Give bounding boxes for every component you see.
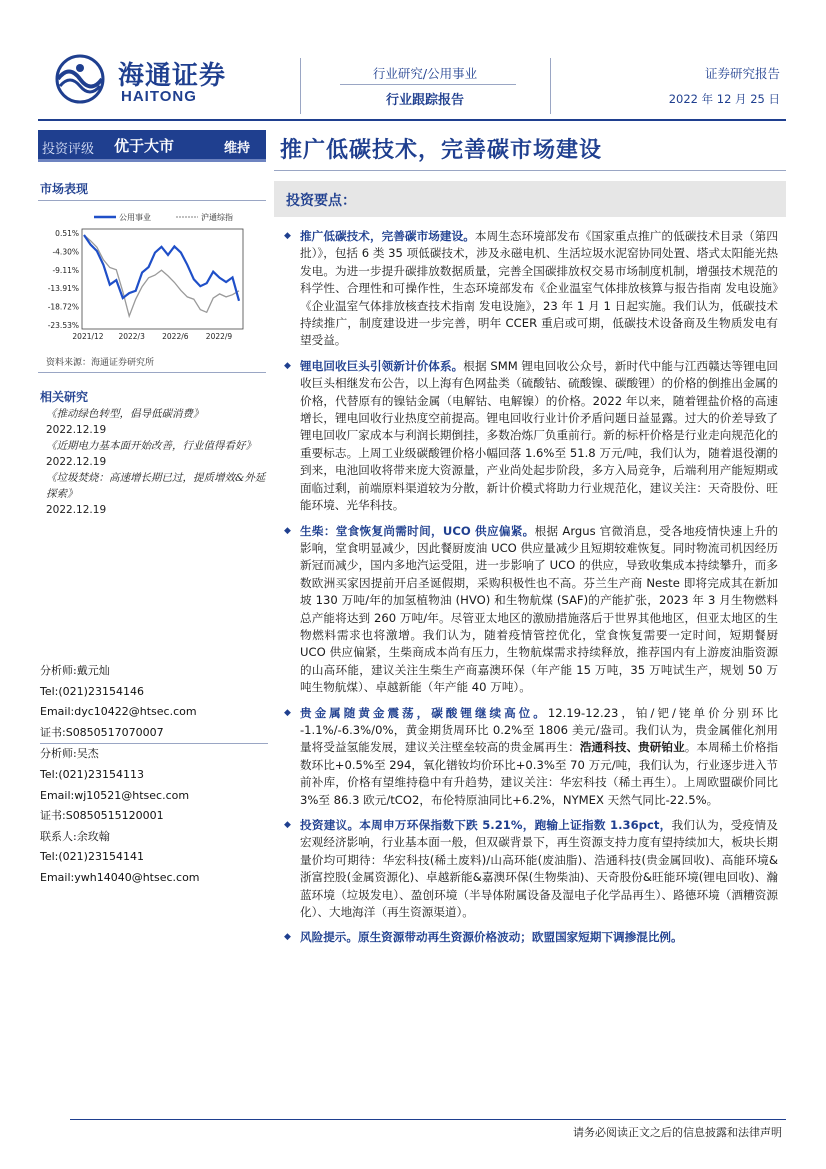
x-tick-label: 2021/12 [72, 332, 104, 341]
analyst-tel: Tel:(021)23154146 [40, 684, 144, 698]
x-tick-label: 2022/6 [162, 332, 189, 341]
rating-banner [38, 130, 266, 162]
report-body [284, 228, 778, 955]
analyst-email[interactable]: Email:dyc10422@htsec.com [40, 705, 197, 719]
report-date: 2022 年 12 月 25 日 [668, 92, 780, 106]
key-point-text: 我们认为，受疫情及宏观经济影响，行业基本面一般，但双碳背景下，再生资源支持力度有望持续加大，板块长期量价均可期待：华宏科技(稀土废料)/山高环能(废油脂)、浩通科技(贵金属回收)、高能环境&浙富控股(金属资源化)、卓越新能&嘉澳环保(生物柴油)、天奇股份&旺能环境(锂电回收)、瀚蓝环境（垃圾发电）、盈创环境（半导体附属设备及湿电子化学品再生）、路德环境（酒糟资源化）、大地海洋（再生资源渠道）。 [300, 818, 778, 920]
header-divider-right [550, 58, 551, 114]
key-points-heading-bar [274, 181, 786, 217]
analyst-tel: Tel:(021)23154113 [40, 767, 144, 781]
research-title: 《推动绿色转型，倡导低碳消费》 [46, 408, 204, 420]
report-category: 行业研究/公用事业 [372, 66, 478, 81]
key-point-text: 根据 SMM 锂电回收公众号，新时代中能与江西赣达等锂电回收巨头相继发布公告，以上海有色网盐类（硫酸钴、硫酸镍、碳酸锂）的价格的倒推出金属的价格，代替原有的镍钴金属（电解钴、电解镍）的价格。2022 年以来，随着锂盐价格的高速增长，锂电回收行业热度空前提高。锂电回收行业计价矛盾问题日益显露。过大的价差导致了锂电回收厂家成本与利润长期倒挂，多数冶炼厂负重前行。新的标杆价格是行业走向规范化的重要标志。上周工业级碳酸锂价格小幅回落 1.6%至 51.8 万元/吨，我们认为，随着退役潮的到来，电池回收将带来庞大资源量，产业尚处起步阶段，多方入局竞争，后端利用产能短期或面临过剩，前端原料渠道较为分散，新计价模式将助力行业规范化，建议关注：天奇股份、旺能环境、光华科技。 [300, 358, 778, 513]
key-points-heading: 投资要点： [286, 193, 356, 209]
footer-disclaimer: 请务必阅读正文之后的信息披露和法律声明 [573, 1126, 782, 1139]
analyst-name: 分析师:戴元灿 [40, 664, 110, 677]
header-mid-divider [340, 84, 516, 85]
report-title: 推广低碳技术，完善碳市场建设 [280, 138, 603, 163]
chart-source: 资料来源：海通证券研究所 [46, 358, 155, 368]
x-tick-label: 2022/9 [205, 332, 233, 341]
y-tick-label: -23.53% [47, 321, 79, 330]
analyst-name: 分析师:吴杰 [40, 747, 99, 761]
key-point-text: 本周生态环境部发布《国家重点推广的低碳技术目录（第四批）》，包括 6 类 35 项低碳技术，涉及永磁电机、生活垃圾水泥窑协同处置、塔式太阳能光热发电。为进一步提升碳排放数据质量，完善全国碳排放权交易市场制度机制，增强技术规范的科学性、合理性和可操作性，生态环境部发布《企业温室气体排放核算与报告指南 发电设施》《企业温室气体排放核查技术指南 发电设施》，23 年 1 月 1 日起实施。我们认为，低碳技术持续推广，制度建设进一步完善，明年 CCER 重启或可期，低碳技术设备商及生物质发电有望受益。 [300, 229, 778, 348]
analyst-email[interactable]: Email:ywh14040@htsec.com [40, 870, 200, 884]
header-rule [38, 119, 786, 121]
key-point [284, 358, 778, 515]
analyst-cert: 证书:S0850517070007 [40, 725, 164, 739]
key-point [284, 228, 778, 350]
haitong-logo-icon [46, 54, 114, 104]
analyst-email[interactable]: Email:wj10521@htsec.com [40, 788, 190, 802]
sidebar-rule [38, 372, 266, 373]
y-tick-label: -4.30% [52, 247, 79, 257]
rating-label: 投资评级 [42, 142, 95, 157]
rating-action: 维持 [223, 141, 250, 156]
rating-value: 优于大市 [114, 137, 175, 155]
brand-name-en: HAITONG [121, 88, 197, 105]
key-point-lead: 生柴：堂食恢复尚需时间，UCO 供应偏紧。 [300, 523, 535, 538]
y-tick-label: -13.91% [47, 284, 79, 294]
footer-rule [70, 1119, 786, 1120]
analyst-tel: Tel:(021)23154141 [40, 850, 144, 864]
key-point-lead: 贵金属随黄金震荡，碳酸锂继续高位。 [300, 705, 548, 720]
key-point-lead: 推广低碳技术，完善碳市场建设。 [300, 229, 475, 243]
research-date: 2022.12.19 [46, 424, 107, 436]
research-title: 《垃圾焚烧：高速增长期已过，提质增效&外延探索》 [46, 472, 266, 500]
report-type: 行业跟踪报告 [385, 93, 464, 108]
y-tick-label: -9.11% [52, 265, 79, 275]
analyst-name: 联系人:余玫翰 [40, 829, 110, 843]
research-heading: 相关研究 [40, 390, 89, 404]
y-tick-label: 0.51% [55, 229, 79, 238]
title-rule [274, 170, 786, 171]
key-point [284, 523, 778, 697]
key-point [284, 817, 778, 921]
chart-frame [82, 229, 243, 329]
y-tick-label: -18.72% [47, 302, 79, 312]
risk-point [284, 929, 778, 946]
legend-label: 沪通综指 [201, 213, 233, 222]
brand-name-cn: 海通证券 [118, 61, 227, 91]
legend-label: 公用事业 [119, 213, 151, 222]
market-rule [38, 200, 266, 201]
related-research-list [46, 406, 266, 518]
research-item[interactable] [46, 406, 266, 438]
key-point-text: 根据 Argus 官微消息，受各地疫情快速上升的影响，堂食明显减少，因此餐厨废油 UCO 供应量减少且短期较难恢复。同时物流司机因经历新冠而减少，国内多地汽运受阻，进一步影响了 UCO 的供应，导致收集成本持续攀升，而多数欧洲买家因提前开启圣诞假期，采购积极性也不高。芬兰生产商 Neste 即将完成其在新加坡 130 万吨/年的加氢植物油 (HVO) 和生物航煤 (SAF)的产能扩张，2023 年 3 月生物燃料总产能将达到 260 万吨/年。尽管亚太地区的激励措施落后于世界其他地区，但亚太地区的生物燃料需求也将激增。我们认为，随着疫情管控优化，堂食恢复需要一定时间，短期餐厨 UCO 供应偏紧，生柴商成本尚有压力，生物航煤需求持续释放，推荐国内有上游废油脂资源的山高环能，建议关注生柴生产商嘉澳环保（年产能 15 万吨，35 万吨试生产，规划 50 万吨生物航煤）、卓越新能（年产能 40 万吨）。 [300, 523, 778, 695]
key-point-text: 。本周稀土价格指数环比+0.5%至 294，氧化镨钕均价环比+0.3%至 70 万元/吨，我们认为，行业逐步进入节前补库，价格有望维持稳中有升趋势，建议关注：华宏科技（稀土再生）。上周欧盟碳价同比 3%至 86.3 欧元/tCO2，布伦特原油同比+6.2%，NYMEX 天然气同比-22.5%。 [300, 740, 778, 807]
analyst-contacts [40, 661, 268, 889]
key-point-text: 12.19-12.23，铂/钯/铑单价分别环比 -1.1%/-6.3%/0%，黄金期货周环比 0.2%至 1806 美元/盎司。我们认为，贵金属催化剂用量将受益氢能发展，建议关注壁垒较高的贵金属再生： [300, 705, 778, 755]
research-date: 2022.12.19 [46, 504, 107, 516]
x-tick-label: 2022/3 [118, 332, 145, 341]
analyst-cert: 证书:S0850515120001 [40, 809, 164, 823]
market-heading: 市场表现 [40, 182, 89, 196]
research-item[interactable] [46, 438, 266, 470]
research-title: 《近期电力基本面开始改善，行业值得看好》 [46, 440, 256, 452]
series-line-utilities [84, 235, 239, 301]
key-point-lead: 锂电回收巨头引领新计价体系。 [300, 358, 464, 373]
key-point-bold: 浩通科技、贵研铂业 [579, 740, 685, 755]
document-type: 证券研究报告 [704, 66, 780, 81]
key-point-lead: 投资建议。本周申万环保指数下跌 5.21%，跑输上证指数 1.36pct， [300, 818, 672, 832]
research-item[interactable] [46, 470, 266, 518]
key-point [284, 705, 778, 809]
market-performance-chart [38, 205, 270, 345]
risk-warning: 风险提示。原生资源带动再生资源价格波动；欧盟国家短期下调掺混比例。 [300, 930, 683, 945]
research-date: 2022.12.19 [46, 456, 107, 468]
